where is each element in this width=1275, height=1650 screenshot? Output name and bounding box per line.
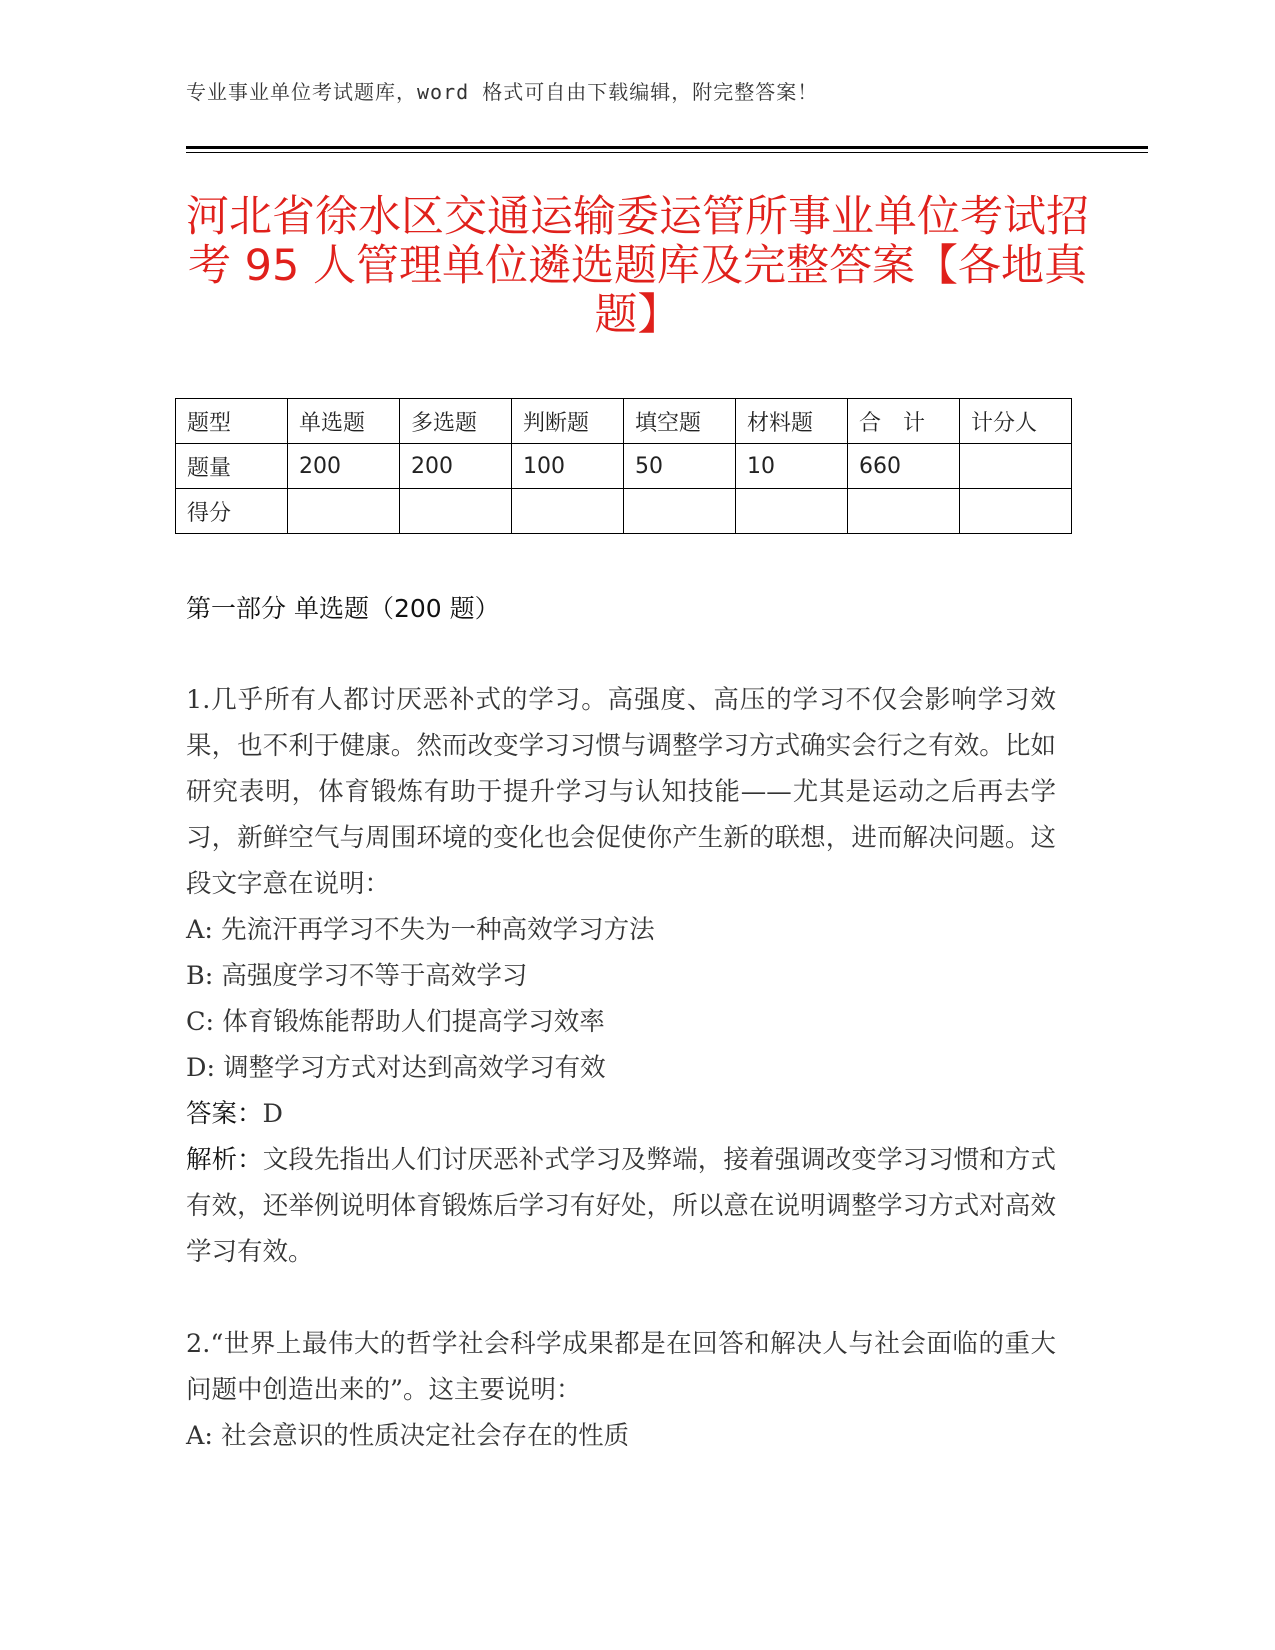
analysis-label: 解析： <box>186 1145 263 1175</box>
table-cell <box>848 489 960 534</box>
question-1 <box>186 677 1056 1275</box>
analysis-text: 文段先指出人们讨厌恶补式学习及弊端，接着强调改变学习习惯和方式有效，还举例说明体育锻炼后学习有好处，所以意在说明调整学习方式对高效学习有效。 <box>186 1145 1056 1267</box>
table-cell: 200 <box>400 444 512 489</box>
header-rule-thin <box>186 152 1148 153</box>
question-spacer <box>186 1275 1056 1321</box>
table-cell: 题型 <box>176 399 288 444</box>
answer-line <box>186 1091 1056 1137</box>
summary-count-row <box>176 444 1072 489</box>
summary-header-row <box>176 399 1072 444</box>
question-option: C: 体育锻炼能帮助人们提高学习效率 <box>186 1007 605 1037</box>
table-cell <box>400 489 512 534</box>
table-cell: 660 <box>848 444 960 489</box>
table-cell: 200 <box>288 444 400 489</box>
table-cell <box>624 489 736 534</box>
table-cell: 题量 <box>176 444 288 489</box>
table-cell: 100 <box>512 444 624 489</box>
question-stem: 2.“世界上最伟大的哲学社会科学成果都是在回答和解决人与社会面临的重大问题中创造出来的”。这主要说明： <box>186 1329 1056 1405</box>
table-cell: 合 计 <box>848 399 960 444</box>
table-cell: 单选题 <box>288 399 400 444</box>
table-cell <box>512 489 624 534</box>
answer-value: D <box>262 1099 283 1129</box>
question-option: B: 高强度学习不等于高效学习 <box>186 961 528 991</box>
table-cell: 计分人 <box>960 399 1072 444</box>
summary-table <box>175 398 1072 534</box>
section-heading: 第一部分 单选题（200 题） <box>186 594 500 623</box>
document-title: 河北省徐水区交通运输委运管所事业单位考试招考 95 人管理单位遴选题库及完整答案【各地真题】 <box>186 192 1089 340</box>
analysis-line <box>186 1137 1056 1275</box>
table-cell <box>960 444 1072 489</box>
question-stem: 1.几乎所有人都讨厌恶补式的学习。高强度、高压的学习不仅会影响学习效果，也不利于健康。然而改变学习习惯与调整学习方式确实会行之有效。比如研究表明，体育锻炼有助于提升学习与认知技能——尤其是运动之后再去学习，新鲜空气与周围环境的变化也会促使你产生新的联想，进而解决问题。这段文字意在说明： <box>186 685 1056 899</box>
question-list <box>186 677 1056 1459</box>
table-cell: 50 <box>624 444 736 489</box>
table-cell: 填空题 <box>624 399 736 444</box>
answer-label: 答案： <box>186 1099 263 1129</box>
question-option: D: 调整学习方式对达到高效学习有效 <box>186 1053 606 1083</box>
table-cell: 材料题 <box>736 399 848 444</box>
table-cell: 10 <box>736 444 848 489</box>
table-cell <box>736 489 848 534</box>
header-rule-thick <box>186 146 1148 149</box>
question-option: A: 先流汗再学习不失为一种高效学习方法 <box>186 915 655 945</box>
table-cell: 多选题 <box>400 399 512 444</box>
summary-score-row <box>176 489 1072 534</box>
table-cell: 得分 <box>176 489 288 534</box>
table-cell <box>288 489 400 534</box>
question-2 <box>186 1321 1056 1459</box>
header-note: 专业事业单位考试题库，word 格式可自由下载编辑，附完整答案！ <box>186 80 819 104</box>
table-cell: 判断题 <box>512 399 624 444</box>
question-option: A: 社会意识的性质决定社会存在的性质 <box>186 1421 630 1451</box>
table-cell <box>960 489 1072 534</box>
